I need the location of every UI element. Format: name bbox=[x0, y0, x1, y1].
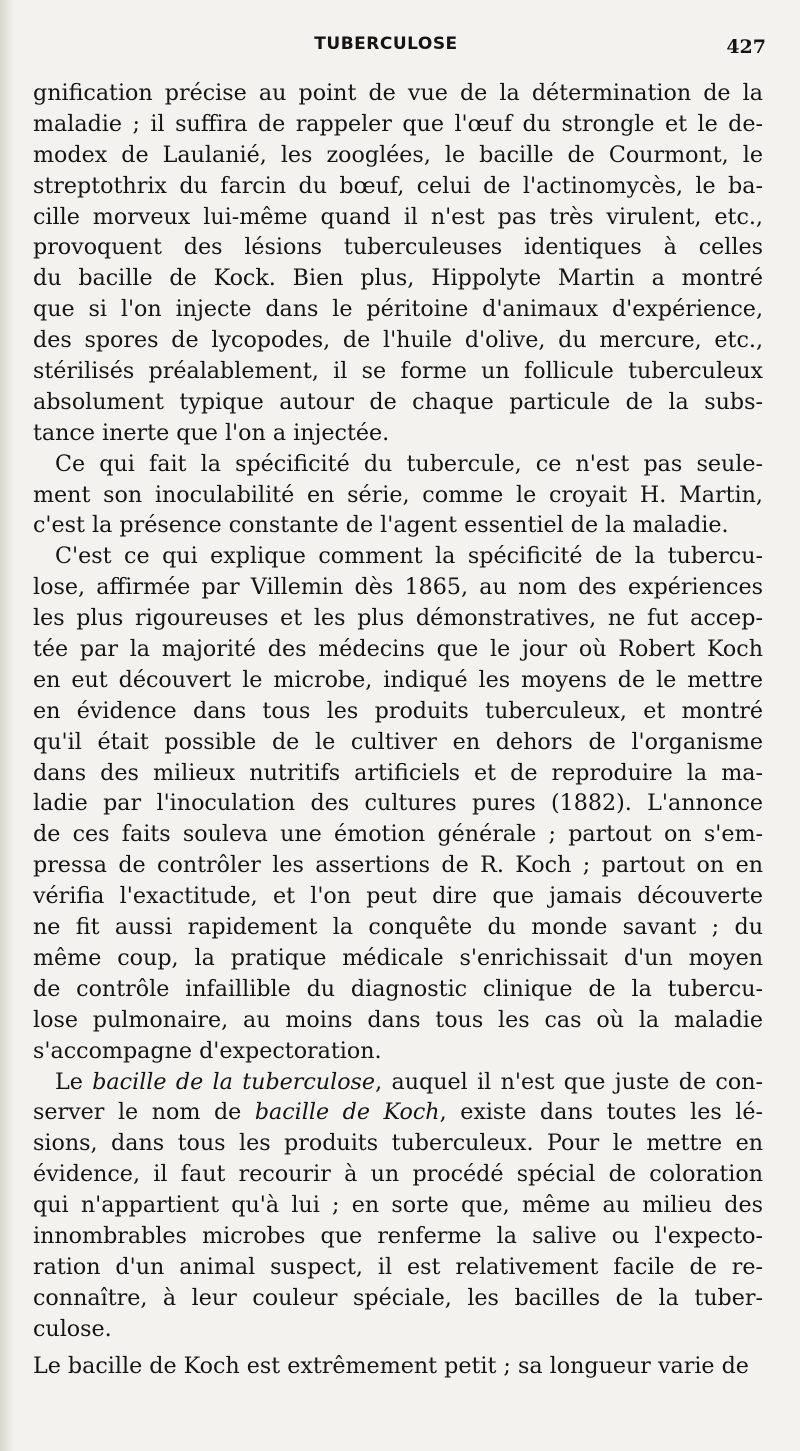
text-line: culose. bbox=[33, 1315, 112, 1342]
running-title: TUBERCULOSE bbox=[314, 34, 458, 54]
text-line: du bacille de Kock. Bien plus, Hippolyte Martin a montré bbox=[33, 265, 763, 292]
text-line: stérilisés préalablement, il se forme un follicule tuberculeux bbox=[33, 358, 763, 385]
text-line: qu'il était possible de le cultiver en dehors de l'organisme bbox=[33, 728, 763, 755]
text-line: évidence, il faut recourir à un procédé spécial de coloration bbox=[33, 1161, 763, 1188]
text-line: même coup, la pratique médicale s'enrichissait d'un moyen bbox=[33, 944, 763, 971]
paragraph bbox=[33, 541, 763, 1066]
text-line: Le bacille de Koch est extrêmement petit ; sa longueur varie de bbox=[33, 1352, 749, 1379]
text-line: tance inerte que l'on a injectée. bbox=[33, 419, 390, 446]
text-line: tée par la majorité des médecins que le jour où Robert Koch bbox=[33, 636, 763, 663]
text-line: streptothrix du farcin du bœuf, celui de l'actinomycès, le ba- bbox=[33, 172, 763, 199]
text-line: absolument typique autour de chaque particule de la subs- bbox=[33, 388, 763, 415]
text-line: C'est ce qui explique comment la spécificité de la tubercu- bbox=[55, 543, 763, 570]
text-line: gnification précise au point de vue de la détermination de la bbox=[33, 80, 763, 106]
text-line: Le bacille de la tuberculose, auquel il n'est que juste de con- bbox=[55, 1068, 763, 1095]
text-line: connaître, à leur couleur spéciale, les bacilles de la tuber- bbox=[33, 1284, 763, 1311]
text-line: ment son inoculabilité en série, comme le croyait H. Martin, bbox=[33, 481, 763, 508]
text-line: lose, affirmée par Villemin dès 1865, au nom des expériences bbox=[33, 574, 763, 601]
page-number: 427 bbox=[726, 36, 766, 58]
text-line: les plus rigoureuses et les plus démonstratives, ne fut accep- bbox=[33, 605, 763, 632]
text-line: maladie ; il suffira de rappeler que l'œuf du strongle et le de- bbox=[33, 110, 763, 137]
text-line: provoquent des lésions tuberculeuses identiques à celles bbox=[33, 234, 763, 261]
text-line: que si l'on injecte dans le péritoine d'animaux d'expérience, bbox=[33, 296, 763, 323]
paragraph bbox=[33, 1351, 763, 1382]
paragraph bbox=[33, 449, 763, 542]
text-line: en eut découvert le microbe, indiqué les moyens de le mettre bbox=[33, 666, 763, 693]
text-line: ladie par l'inoculation des cultures pures (1882). L'annonce bbox=[33, 790, 763, 817]
text-line: ne fit aussi rapidement la conquête du monde savant ; du bbox=[33, 914, 763, 941]
text-line: server le nom de bacille de Koch, existe dans toutes les lé- bbox=[33, 1099, 763, 1126]
paragraph bbox=[33, 78, 763, 449]
text-line: de contrôle infaillible du diagnostic clinique de la tubercu- bbox=[33, 975, 763, 1002]
page-header bbox=[0, 34, 800, 58]
text-line: s'accompagne d'expectoration. bbox=[33, 1037, 382, 1064]
text-line: sions, dans tous les produits tuberculeux. Pour le mettre en bbox=[33, 1130, 763, 1157]
text-line: des spores de lycopodes, de l'huile d'olive, du mercure, etc., bbox=[33, 327, 763, 354]
body-text bbox=[33, 78, 763, 1381]
text-line: en évidence dans tous les produits tuberculeux, et montré bbox=[33, 697, 763, 724]
text-line: cille morveux lui-même quand il n'est pas très virulent, etc., bbox=[33, 203, 763, 230]
text-line: qui n'appartient qu'à lui ; en sorte que, même au milieu des bbox=[33, 1192, 763, 1219]
text-line: vérifia l'exactitude, et l'on peut dire que jamais découverte bbox=[33, 883, 763, 910]
text-line: lose pulmonaire, au moins dans tous les cas où la maladie bbox=[33, 1006, 763, 1033]
text-line: innombrables microbes que renferme la salive ou l'expecto- bbox=[33, 1222, 763, 1249]
text-line: pressa de contrôler les assertions de R. Koch ; partout on en bbox=[33, 852, 763, 879]
text-line: Ce qui fait la spécificité du tubercule, ce n'est pas seule- bbox=[55, 450, 763, 477]
text-line: c'est la présence constante de l'agent essentiel de la maladie. bbox=[33, 512, 729, 539]
text-line: dans des milieux nutritifs artificiels et de reproduire la ma- bbox=[33, 759, 763, 786]
text-line: de ces faits souleva une émotion générale ; partout on s'em- bbox=[33, 821, 763, 848]
text-line: ration d'un animal suspect, il est relativement facile de re- bbox=[33, 1253, 763, 1280]
paragraph bbox=[33, 1067, 763, 1345]
text-line: modex de Laulanié, les zooglées, le bacille de Courmont, le bbox=[33, 141, 763, 168]
